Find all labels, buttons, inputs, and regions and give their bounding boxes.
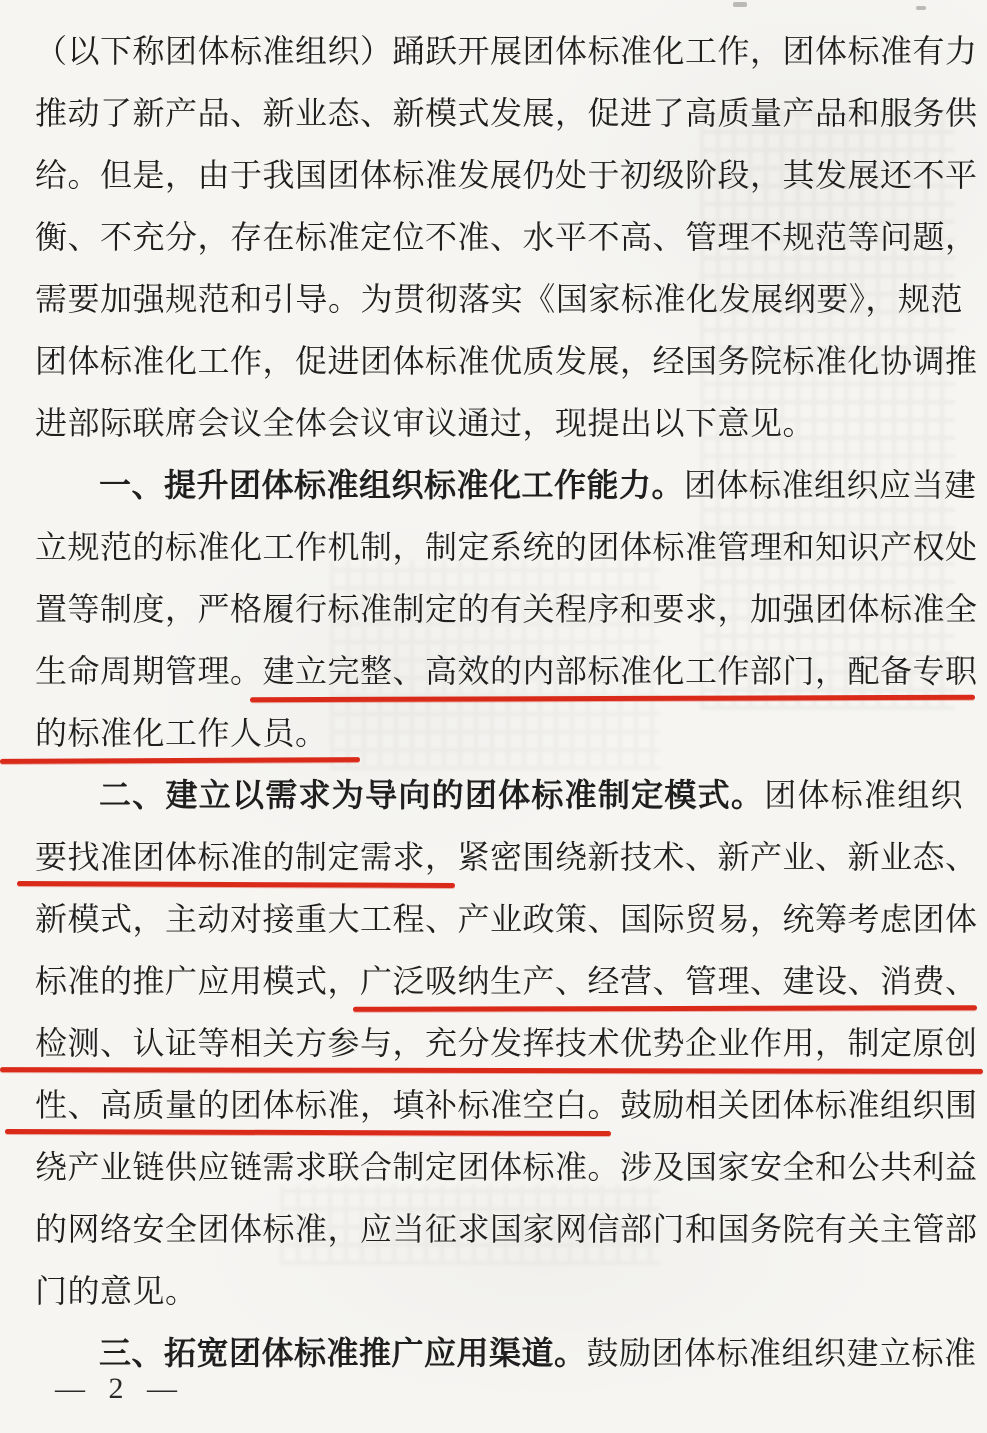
body-text: 推动了新产品、新业态、新模式发展，促进了高质量产品和服务供 [35, 95, 978, 131]
red-underline [0, 1067, 983, 1074]
text-line-8 [35, 454, 977, 516]
text-line-14 [35, 826, 978, 888]
body-text: 标准的推广应用模式， [35, 963, 361, 999]
text-line-15 [35, 888, 978, 950]
body-text: 衡、不充分，存在标准定位不准、水平不高、管理不规范等问题， [35, 219, 978, 255]
body-text: （以下称团体标准组织）踊跃开展团体标准化工作，团体标准有力 [35, 33, 978, 69]
underlined-text: 检测、认证等相关方参与，充分发挥技术优势企业作用，制定原创 [35, 1025, 978, 1061]
text-line-3 [35, 144, 978, 206]
text-line-20 [35, 1198, 978, 1260]
underlined-text: 的标准化工作人员。 [35, 715, 328, 751]
red-underline [5, 1129, 611, 1136]
section-3-heading: 三、拓宽团体标准推广应用渠道。 [99, 1335, 587, 1371]
text-line-18 [35, 1074, 978, 1136]
document-body-text [35, 20, 978, 1384]
red-underline [17, 881, 455, 888]
text-line-1 [35, 20, 978, 82]
text-line-5 [35, 268, 963, 330]
body-text: 鼓励相关团体标准组织围 [620, 1087, 978, 1123]
underlined-text: 广泛吸纳生产、经营、管理、建设、消费、 [360, 963, 978, 999]
text-line-2 [35, 82, 978, 144]
underlined-text: 性、高质量的团体标准，填补标准空白。 [35, 1087, 621, 1123]
text-line-9 [35, 516, 978, 578]
body-text: 团体标准化工作，促进团体标准优质发展，经国务院标准化协调推 [35, 343, 978, 379]
body-text: 立规范的标准化工作机制，制定系统的团体标准管理和知识产权处 [35, 529, 978, 565]
text-line-11 [35, 640, 978, 702]
text-line-6 [35, 330, 978, 392]
section-1-heading: 一、提升团体标准组织标准化工作能力。 [99, 467, 685, 503]
body-text: 置等制度，严格履行标准制定的有关程序和要求，加强团体标准全 [35, 591, 978, 627]
scan-speck-1 [733, 2, 747, 7]
body-text: 绕产业链供应链需求联合制定团体标准。涉及国家安全和公共利益 [35, 1149, 978, 1185]
body-text: 鼓励团体标准组织建立标准 [586, 1335, 977, 1371]
body-text: 门的意见。 [35, 1273, 198, 1309]
underlined-text: 建立完整、高效的内部标准化工作部门，配备专职 [262, 653, 978, 689]
body-text: 新模式，主动对接重大工程、产业政策、国际贸易，统筹考虑团体 [35, 901, 978, 937]
text-line-12 [35, 702, 963, 764]
body-text: 需要加强规范和引导。为贯彻落实《国家标准化发展纲要》，规范 [35, 281, 963, 317]
body-text: 紧密围绕新技术、新产业、新业态、 [457, 839, 978, 875]
body-text: 团体标准组织 [764, 777, 963, 813]
text-line-19 [35, 1136, 978, 1198]
text-line-4 [35, 206, 978, 268]
body-text: 生命周期管理。 [35, 653, 263, 689]
text-line-10 [35, 578, 978, 640]
text-line-17 [35, 1012, 978, 1074]
body-text: 团体标准组织应当建 [684, 467, 977, 503]
text-line-16 [35, 950, 978, 1012]
text-line-21 [35, 1260, 963, 1322]
red-underline [0, 757, 360, 764]
body-text: 的网络安全团体标准，应当征求国家网信部门和国务院有关主管部 [35, 1211, 978, 1247]
text-line-7 [35, 392, 963, 454]
page-number: — 2 — [55, 1372, 185, 1405]
section-2-heading: 二、建立以需求为导向的团体标准制定模式。 [99, 777, 765, 813]
body-text: 给。但是，由于我国团体标准发展仍处于初级阶段，其发展还不平 [35, 157, 978, 193]
text-line-13 [35, 764, 963, 826]
red-underline [353, 1005, 977, 1012]
body-text: 进部际联席会议全体会议审议通过，现提出以下意见。 [35, 405, 816, 441]
scan-speck-2 [916, 6, 926, 10]
underlined-text: 要找准团体标准的制定需求， [35, 839, 458, 875]
